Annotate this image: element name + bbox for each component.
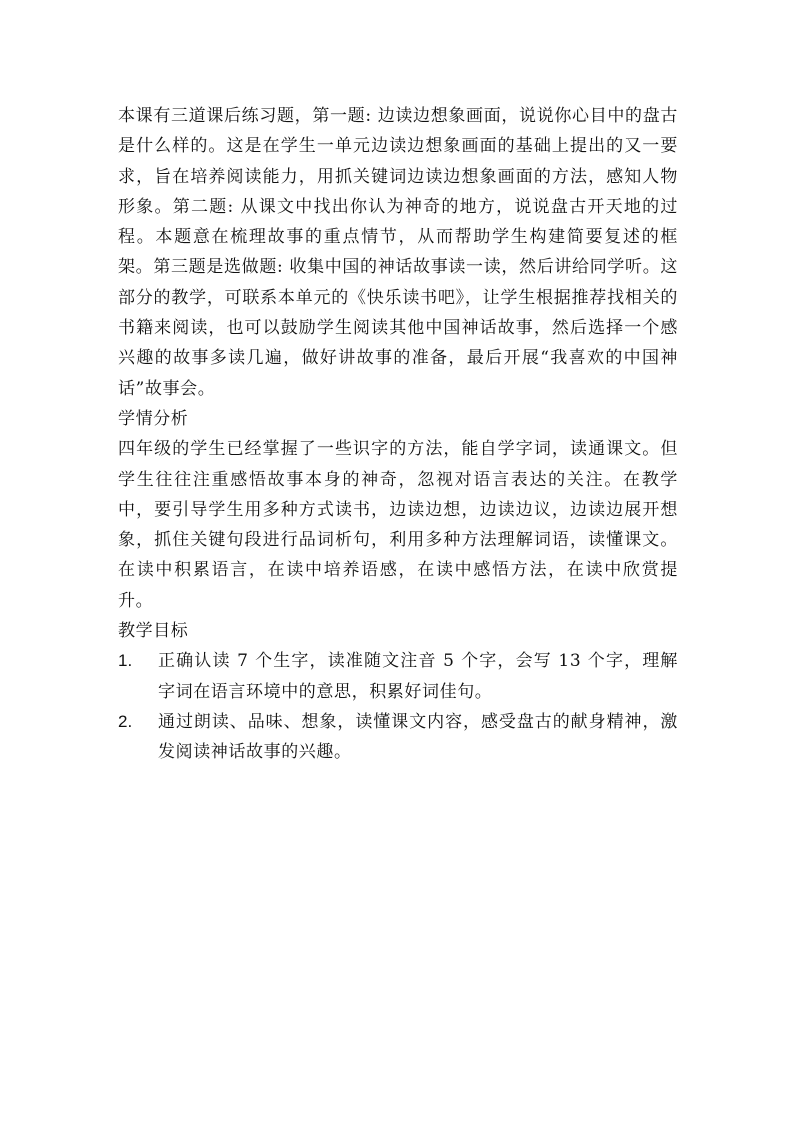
intro-paragraph: 本课有三道课后练习题，第一题: 边读边想象画面，说说你心目中的盘古是什么样的。这是在学生一单元边读边想象画面的基础上提出的又一要求，旨在培养阅读能力，用抓关键词边读边想象画面的方法，感知人物形象。第二题: 从课文中找出你认为神奇的地方，说说盘古开天地的过程。本题意在梳理故事的重点情节，从而帮助学生构建简要复述的框架。第三题是选做题: 收集中国的神话故事读一读，然后讲给同学听。这部分的教学，可联系本单元的《快乐读书吧》，让学生根据推荐找相关的书籍来阅读，也可以鼓励学生阅读其他中国神话故事，然后选择一个感兴趣的故事多读几遍，做好讲故事的准备，最后开展“我喜欢的中国神话”故事会。	[118, 106, 678, 399]
goal-item-text: 通过朗读、品味、想象，读懂课文内容，感受盘古的献身精神，激发阅读神话故事的兴趣。	[158, 711, 678, 763]
analysis-paragraph: 四年级的学生已经掌握了一些识字的方法，能自学字词，读通课文。但学生往往注重感悟故事本身的神奇，忽视对语言表达的关注。在教学中，要引导学生用多种方式读书，边读边想，边读边议，边读边展开想象，抓住关键句段进行品词析句，利用多种方法理解词语，读懂课文。在读中积累语言，在读中培养语感，在读中感悟方法，在读中欣赏提升。	[118, 439, 678, 611]
goal-item-number: 2.	[118, 711, 133, 731]
goal-item-2	[118, 707, 678, 768]
document-page	[118, 101, 678, 768]
goal-item-number: 1.	[118, 651, 133, 671]
goal-item-text: 正确认读 7 个生字，读准随文注音 5 个字，会写 13 个字，理解字词在语言环境中的意思，积累好词佳句。	[158, 651, 678, 702]
goal-item-1	[118, 646, 678, 707]
section-heading-analysis: 学情分析	[118, 408, 189, 429]
section-heading-goals: 教学目标	[118, 621, 189, 642]
